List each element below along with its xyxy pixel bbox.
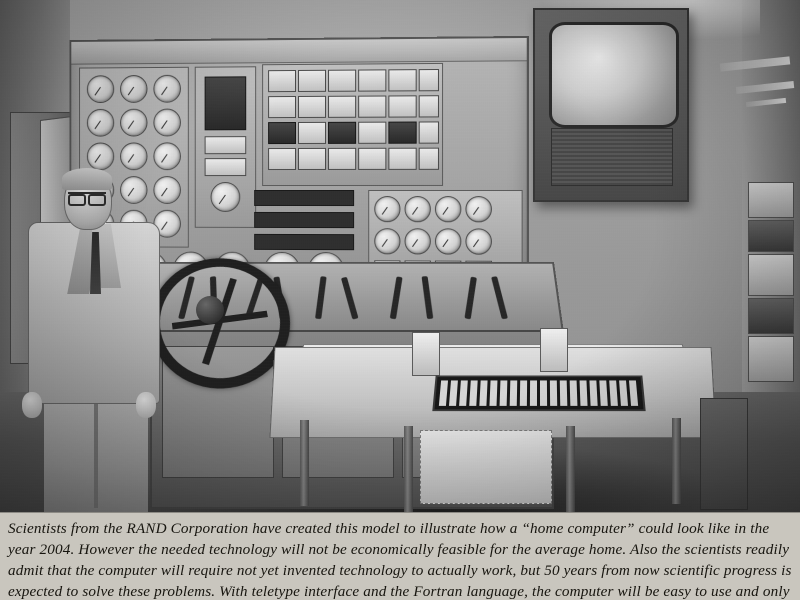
wall-poster xyxy=(748,336,794,382)
gauge-dial xyxy=(153,75,181,103)
gauge-dial xyxy=(153,109,181,137)
gauge-dial xyxy=(405,196,431,222)
indicator-slot xyxy=(254,234,354,250)
control-lever xyxy=(491,276,508,319)
square-meter xyxy=(328,96,356,118)
control-lever xyxy=(341,277,359,320)
control-lever xyxy=(464,277,476,320)
square-meter xyxy=(419,121,439,143)
gauge-dial xyxy=(435,228,461,254)
caption-line-1: Scientists from the RAND Corporation have created this model to illustrate how a “home computer” could look like in the xyxy=(8,520,770,537)
gauge-dial xyxy=(435,196,461,222)
teletype-keyboard[interactable] xyxy=(432,375,645,411)
indicator-slot xyxy=(254,190,354,206)
square-meter xyxy=(419,95,439,117)
square-meter xyxy=(388,148,416,170)
chair xyxy=(700,398,748,510)
speaker-grille xyxy=(551,128,673,186)
caption-block xyxy=(0,512,800,600)
gauge-dial xyxy=(153,142,181,170)
desk-leg xyxy=(672,418,681,504)
gauge-dial xyxy=(87,75,114,103)
console-top-band xyxy=(71,38,526,65)
square-meter xyxy=(358,148,386,170)
gauge-dial xyxy=(465,196,492,222)
gauge-dial xyxy=(87,109,114,137)
caption-line-2: year 2004. However the needed technology will not be economically feasible for the average home. Also the scientists readily xyxy=(8,541,790,558)
steering-wheel-hub xyxy=(196,296,224,324)
square-meter xyxy=(268,122,296,144)
gauge-dial xyxy=(465,228,492,254)
gauge-dial xyxy=(120,109,147,137)
desk-leg xyxy=(300,420,309,506)
wall-poster xyxy=(748,220,794,252)
person-hand xyxy=(136,392,156,418)
wall-poster xyxy=(748,254,794,296)
square-meter xyxy=(298,96,326,118)
square-meter xyxy=(298,122,326,144)
square-meter xyxy=(328,122,356,144)
square-meter xyxy=(268,70,296,92)
square-meter xyxy=(358,96,386,118)
square-meter xyxy=(388,69,416,91)
square-meter xyxy=(298,70,326,92)
square-meter xyxy=(328,70,356,92)
control-lever xyxy=(422,276,434,319)
person-hand xyxy=(22,392,42,418)
person-leg-seam xyxy=(94,404,98,508)
desk-leg xyxy=(404,426,413,512)
desk-leg xyxy=(566,426,575,512)
square-meter xyxy=(298,148,326,170)
gauge-dial xyxy=(211,182,241,212)
gauge-dial xyxy=(120,75,147,103)
crt-screen xyxy=(549,22,679,128)
square-meter xyxy=(328,148,356,170)
eyeglasses-icon xyxy=(68,192,106,203)
recorder-strip xyxy=(205,136,247,154)
square-meter xyxy=(419,69,439,91)
control-lever xyxy=(315,276,327,319)
wall-poster xyxy=(748,298,794,334)
square-meter xyxy=(358,69,386,91)
square-meter xyxy=(358,122,386,144)
desk-front-panel xyxy=(420,430,552,504)
caption-line-3: admit that the computer will require not yet invented technology to actually work, but 50 years from now scientific progress is xyxy=(8,562,792,579)
gauge-dial xyxy=(153,176,181,204)
paper-spool xyxy=(412,332,440,376)
paper-spool xyxy=(540,328,568,372)
gauge-dial xyxy=(120,176,147,204)
square-meter xyxy=(388,95,416,117)
wall-poster xyxy=(748,182,794,218)
recorder-window xyxy=(205,76,247,130)
square-meter xyxy=(388,122,416,144)
television-monitor xyxy=(533,8,689,202)
gauge-dial xyxy=(374,228,400,254)
keyboard-keys[interactable] xyxy=(439,380,639,405)
gauge-dial xyxy=(374,196,400,222)
control-lever xyxy=(390,276,403,319)
square-meter xyxy=(268,96,296,118)
indicator-slot xyxy=(254,212,354,228)
gauge-dial xyxy=(405,228,431,254)
square-meter xyxy=(419,148,439,170)
recorder-strip xyxy=(205,158,247,176)
person-hair xyxy=(62,168,112,190)
gauge-dial xyxy=(120,142,147,170)
square-meter xyxy=(268,148,296,170)
caption-line-4: expected to solve these problems. With teletype interface and the Fortran language, the computer will be easy to use and only xyxy=(8,583,790,600)
gauge-dial xyxy=(87,143,114,171)
